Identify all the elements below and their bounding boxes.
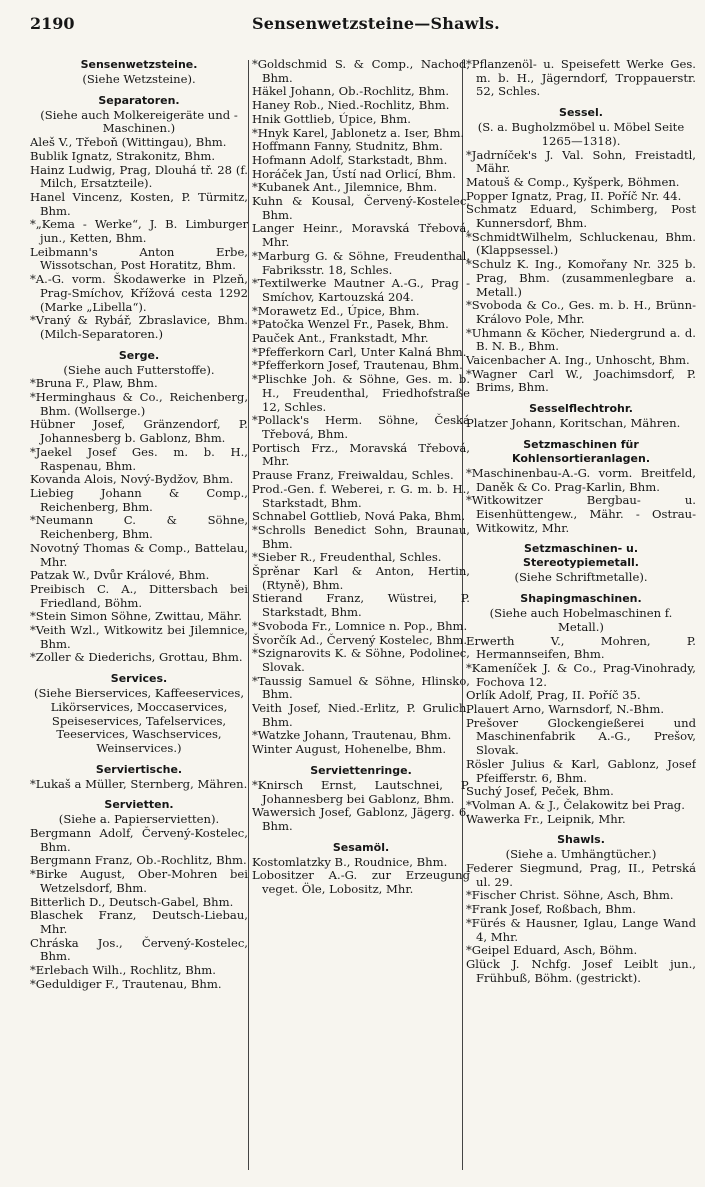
directory-entry: *Kubanek Ant., Jilemnice, Bhm. — [252, 180, 438, 195]
directory-entry: *Veith Wzl., Witkowitz bei Jilemnice, Bhm. — [30, 623, 248, 651]
section-heading: Shapingmaschinen. — [520, 592, 642, 606]
directory-entry: Hnik Gottlieb, Úpice, Bhm. — [252, 111, 411, 126]
directory-entry: *Zoller & Diederichs, Grottau, Bhm. — [30, 650, 243, 665]
directory-entry: Langer Heinr., Moravská Třebová, Mhr. — [252, 221, 470, 250]
section-heading: Services. — [110, 672, 168, 686]
directory-entry: Stierand Franz, Wüstrei, P. Starkstadt, Bhm. — [252, 591, 470, 620]
page-header — [22, 14, 682, 36]
directory-entry: *Schrolls Benedict Sohn, Braunau, Bhm. — [252, 522, 470, 551]
directory-entry: Veith Josef, Nied.-Erlitz, P. Grulich, Bhm. — [252, 701, 470, 729]
directory-entry: Matouš & Comp., Kyšperk, Böhmen. — [466, 174, 680, 189]
directory-entry: *Goldschmid S. & Comp., Nachod, Bhm. — [252, 58, 470, 85]
directory-entry: *Erlebach Wilh., Rochlitz, Bhm. — [30, 963, 216, 978]
directory-entry: Liebieg Johann & Comp., Reichenberg, Bhm. — [30, 485, 248, 514]
directory-entry: Schnabel Gottlieb, Nová Paka, Bhm. — [252, 509, 466, 524]
directory-entry: Bitterlich D., Deutsch-Gabel, Bhm. — [30, 894, 234, 909]
directory-entry: *Volman A. & J., Čelakowitz bei Prag. — [466, 797, 685, 812]
directory-entry: Kostomlatzky B., Roudnice, Bhm. — [252, 854, 448, 869]
directory-entry: *Vraný & Rybář, Zbraslavice, Bhm. (Milch-Separatoren.) — [30, 313, 248, 341]
directory-entry: *Morawetz Ed., Úpice, Bhm. — [252, 303, 420, 318]
directory-entry: *Textilwerke Mautner A.-G., Prag - Smíchov, Kartouzská 204. — [252, 276, 470, 304]
directory-entry: Pauček Ant., Frankstadt, Mhr. — [252, 331, 429, 346]
section-heading: Setzmaschinen für Kohlensortieranlagen. — [511, 437, 650, 465]
directory-entry: *Frank Josef, Roßbach, Bhm. — [466, 902, 636, 917]
directory-entry: Orlík Adolf, Prag, II. Poříč 35. — [466, 688, 641, 703]
directory-entry: *Svoboda & Co., Ges. m. b. H., Brünn-Královo Pole, Mhr. — [466, 298, 696, 326]
directory-entry: Lobositzer A.-G. zur Erzeugung veget. Öle, Lobositz, Mhr. — [252, 868, 470, 897]
section-heading: Setzmaschinen- u. Stereotypiemetall. — [523, 542, 639, 570]
directory-entry: *Bruna F., Plaw, Bhm. — [30, 376, 158, 391]
cross-reference-note: (Siehe Schriftmetalle). — [514, 570, 648, 585]
directory-entry: Prešover Glockengießerei und Maschinenfabrik A.-G., Prešov, Slovak. — [466, 715, 696, 758]
column-2 — [252, 58, 470, 1170]
directory-entry: *Wagner Carl W., Joachimsdorf, P. Brims, Bhm. — [466, 366, 696, 395]
directory-entry: Bergmann Franz, Ob.-Rochlitz, Bhm. — [30, 853, 247, 868]
directory-entry: *Hnyk Karel, Jablonetz a. Iser, Bhm. — [252, 125, 465, 140]
page-number: 2190 — [30, 14, 75, 33]
directory-entry: Hofmann Adolf, Starkstadt, Bhm. — [252, 152, 448, 167]
section-heading: Serge. — [118, 348, 160, 362]
directory-entry: Popper Ignatz, Prag, II. Poříč Nr. 44. — [466, 188, 682, 203]
directory-entry: Häkel Johann, Ob.-Rochlitz, Bhm. — [252, 84, 450, 99]
directory-entry: Suchý Josef, Peček, Bhm. — [466, 784, 614, 799]
directory-entry: *Patočka Wenzel Fr., Pasek, Bhm. — [252, 317, 449, 332]
section-heading: Sesselflechtrohr. — [529, 402, 633, 416]
directory-entry: Hanel Vincenz, Kosten, P. Türmitz, Bhm. — [30, 189, 248, 218]
directory-entry: *Stein Simon Söhne, Zwittau, Mähr. — [30, 609, 242, 624]
directory-entry: Platzer Johann, Koritschan, Mähren. — [466, 416, 681, 431]
cross-reference-note: (Siehe auch Hobelmaschinen f. Metall.) — [489, 606, 673, 634]
directory-entry: *Birke August, Ober-Mohren bei Wetzelsdorf, Bhm. — [30, 867, 248, 895]
directory-entry: *Pflanzenöl- u. Speisefett Werke Ges. m. b. H., Jägerndorf, Troppauerstr. 52, Schles. — [466, 58, 696, 99]
cross-reference-note: (Siehe a. Papierservietten). — [58, 812, 220, 827]
section-heading: Sensenwetzsteine. — [80, 58, 198, 71]
directory-entry: Kuhn & Kousal, Červený-Kostelec, Bhm. — [252, 194, 470, 222]
directory-entry: Prause Franz, Freiwaldau, Schles. — [252, 468, 454, 483]
directory-entry: Leibmann's Anton Erbe, Wissotschan, Post Horatitz, Bhm. — [30, 244, 248, 273]
cross-reference-note: (Siehe Wetzsteine). — [82, 72, 196, 86]
directory-entry: *Fürés & Hausner, Iglau, Lange Wand 4, Mhr. — [466, 915, 696, 944]
directory-entry: Glück J. Nchfg. Josef Leiblt jun., Frühbuß, Böhm. (gestrickt). — [466, 956, 696, 985]
directory-entry: *Neumann C. & Söhne, Reichenberg, Bhm. — [30, 513, 248, 542]
directory-entry: Prod.-Gen. f. Weberei, r. G. m. b. H., Starkstadt, Bhm. — [252, 481, 470, 510]
section-heading: Servietten. — [104, 798, 174, 812]
cross-reference-note: (Siehe auch Molkereigeräte und -Maschinen.) — [40, 107, 238, 136]
directory-entry: Novotný Thomas & Comp., Battelau, Mhr. — [30, 540, 248, 569]
directory-entry: *Pollack's Herm. Söhne, Česká Třebová, Bhm. — [252, 413, 470, 441]
directory-entry: Patzak W., Dvůr Králové, Bhm. — [30, 568, 210, 583]
directory-entry: Winter August, Hohenelbe, Bhm. — [252, 742, 447, 757]
directory-entry: *Knirsch Ernst, Lautschnei, P. Johannesberg bei Gablonz, Bhm. — [252, 777, 470, 806]
directory-entry: *Witkowitzer Bergbau- u. Eisenhüttengew., Mähr. - Ostrau-Witkowitz, Mhr. — [466, 493, 696, 535]
directory-entry: Bergmann Adolf, Červený-Kostelec, Bhm. — [30, 826, 248, 854]
directory-entry: *Pfefferkorn Carl, Unter Kalná Bhm. — [252, 344, 467, 359]
directory-entry: *Watzke Johann, Trautenau, Bhm. — [252, 728, 452, 743]
directory-entry: *Schulz K. Ing., Komořany Nr. 325 b. Prag, Bhm. (zusammenlegbare a. Metall.) — [466, 257, 696, 299]
section-heading: Serviettenringe. — [310, 763, 412, 777]
directory-entry: *Jadrníček's J. Val. Sohn, Freistadtl, Mähr. — [466, 147, 696, 176]
directory-entry: Erwerth V., Mohren, P. Hermannseifen, Bhm. — [466, 633, 696, 662]
cross-reference-note: (Siehe auch Futterstoffe). — [63, 362, 215, 377]
directory-entry: Hainz Ludwig, Prag, Dlouhá tř. 28 (f. Milch, Ersatzteile). — [30, 162, 248, 191]
directory-entry: *Szignarovits K. & Söhne, Podolinec, Slovak. — [252, 646, 470, 674]
directory-entry: Šprěnar Karl & Anton, Hertin, (Rtyně), Bhm. — [252, 564, 470, 592]
directory-entry: Hübner Josef, Gränzendorf, P. Johannesberg b. Gablonz, Bhm. — [30, 417, 248, 446]
directory-entry: *Lukaš a Müller, Sternberg, Mähren. — [30, 776, 248, 791]
directory-entry: Horáček Jan, Ústí nad Orlicí, Bhm. — [252, 166, 456, 181]
directory-entry: *Fischer Christ. Söhne, Asch, Bhm. — [466, 888, 674, 903]
column-3 — [466, 58, 696, 1170]
section-heading: Serviertische. — [95, 762, 183, 776]
directory-entry: Vaicenbacher A. Ing., Unhoscht, Bhm. — [466, 353, 690, 368]
directory-entry: *Uhmann & Köcher, Niedergrund a. d. B. N. B., Bhm. — [466, 325, 696, 354]
directory-entry: *Kameníček J. & Co., Prag-Vinohrady, Fochova 12. — [466, 660, 696, 689]
directory-entry: *Svoboda Fr., Lomnice n. Pop., Bhm. — [252, 618, 468, 633]
directory-entry: Rösler Julius & Karl, Gablonz, Josef Pfeifferstr. 6, Bhm. — [466, 756, 696, 785]
directory-entry: *Sieber R., Freudenthal, Schles. — [252, 550, 442, 565]
directory-entry: Aleš V., Třeboň (Wittingau), Bhm. — [30, 135, 227, 150]
directory-entry: *Herminghaus & Co., Reichenberg, Bhm. (Wollserge.) — [30, 390, 248, 418]
directory-entry: *Pfefferkorn Josef, Trautenau, Bhm. — [252, 358, 463, 373]
section-heading: Sessel. — [559, 106, 603, 120]
section-heading: Separatoren. — [98, 93, 180, 107]
column-divider — [248, 60, 249, 1170]
cross-reference-note: (Siehe Bierservices, Kaffeeservices, Likörservices, Moccaservices, Speiseservices, Tafelservices, Teeservices, Waschservices, Weinservices.) — [33, 686, 245, 755]
cross-reference-note: (Siehe a. Umhängtücher.) — [505, 847, 657, 862]
directory-entry: *Marburg G. & Söhne, Freudenthal, Fabriksstr. 18, Schles. — [252, 248, 470, 277]
directory-entry: Bublik Ignatz, Strakonitz, Bhm. — [30, 148, 216, 163]
page-title: Sensenwetzsteine—Shawls. — [252, 14, 500, 33]
directory-entry: Plauert Arno, Warnsdorf, N.-Bhm. — [466, 702, 665, 717]
directory-entry: Blaschek Franz, Deutsch-Liebau, Mhr. — [30, 908, 248, 936]
cross-reference-note: (S. a. Bugholzmöbel u. Möbel Seite 1265—1318). — [477, 120, 685, 148]
directory-entry: *Geipel Eduard, Asch, Böhm. — [466, 943, 638, 958]
directory-entry: *A.-G. vorm. Škodawerke in Plzeň, Prag-Smíchov, Křížová cesta 1292 (Marke „Libella“). — [30, 272, 248, 314]
directory-entry: *Jaekel Josef Ges. m. b. H., Raspenau, Bhm. — [30, 444, 248, 473]
directory-entry: Wawerka Fr., Leipnik, Mhr. — [466, 811, 626, 826]
section-heading: Shawls. — [557, 833, 605, 847]
directory-entry: *Plischke Joh. & Söhne, Ges. m. b. H., Freudenthal, Friedhofstraße 12, Schles. — [252, 372, 470, 414]
directory-entry: *Geduldiger F., Trautenau, Bhm. — [30, 976, 222, 991]
directory-entry: Hoffmann Fanny, Studnitz, Bhm. — [252, 139, 443, 154]
directory-entry: Wawersich Josef, Gablonz, Jägerg. 6, Bhm. — [252, 805, 470, 833]
directory-entry: Preibisch C. A., Dittersbach bei Friedland, Böhm. — [30, 581, 248, 610]
section-heading: Sesamöl. — [332, 840, 390, 854]
column-1 — [30, 58, 248, 1170]
directory-entry: Kovanda Alois, Nový-Bydžov, Bhm. — [30, 472, 234, 487]
directory-entry: *„Kema - Werke“, J. B. Limburger jun., Ketten, Bhm. — [30, 217, 248, 246]
directory-entry: Haney Rob., Nied.-Rochlitz, Bhm. — [252, 98, 450, 113]
directory-entry: Chráska Jos., Červený-Kostelec, Bhm. — [30, 935, 248, 964]
directory-entry: *SchmidtWilhelm, Schluckenau, Bhm. (Klappsessel.) — [466, 229, 696, 258]
directory-entry: *Taussig Samuel & Söhne, Hlinsko, Bhm. — [252, 673, 470, 702]
directory-entry: Portisch Frz., Moravská Třebová, Mhr. — [252, 440, 470, 469]
directory-entry: Schmatz Eduard, Schimberg, Post Kunnersdorf, Bhm. — [466, 202, 696, 231]
directory-entry: Federer Siegmund, Prag, II., Petrská ul. 29. — [466, 861, 696, 889]
directory-entry: Švorčík Ad., Červený Kostelec, Bhm. — [252, 632, 468, 647]
directory-entry: *Maschinenbau-A.-G. vorm. Breitfeld, Daněk & Co. Prag-Karlin, Bhm. — [466, 465, 696, 494]
